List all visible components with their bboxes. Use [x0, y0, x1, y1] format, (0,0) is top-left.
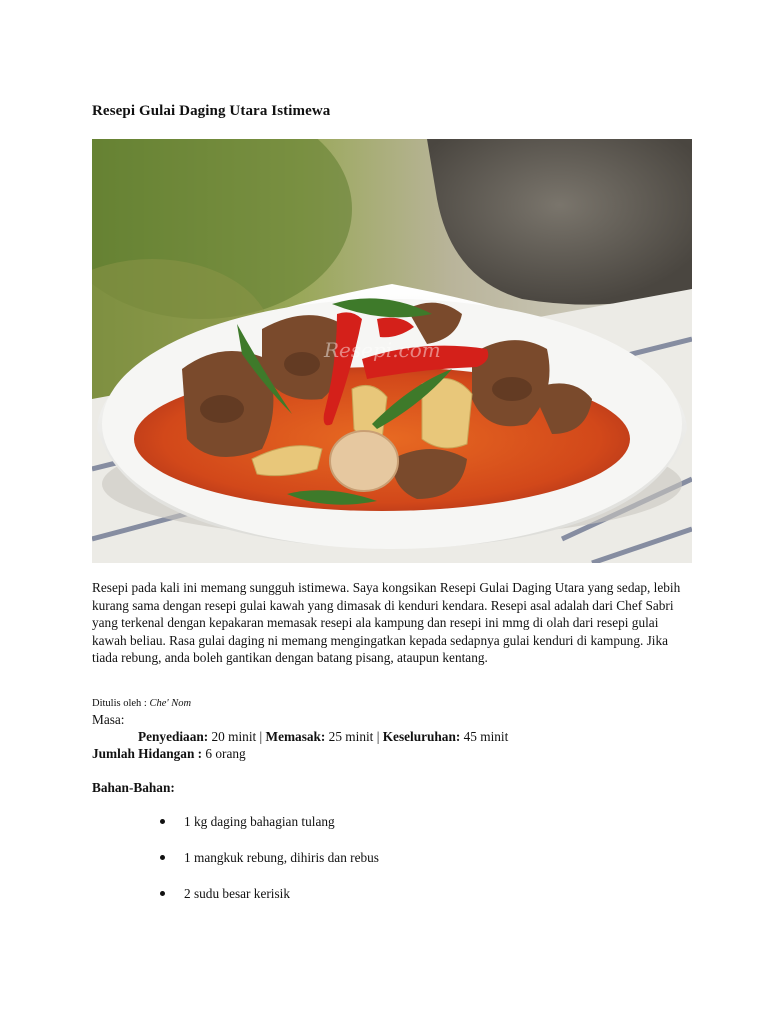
byline-label: Ditulis oleh :	[92, 698, 147, 709]
servings-value: 6 orang	[202, 746, 246, 761]
ingredient-item	[160, 850, 379, 866]
total-label: Keseluruhan:	[382, 729, 461, 744]
ingredient-text: 1 kg daging bahagian tulang	[184, 814, 335, 829]
masa-label: Masa:	[92, 712, 125, 727]
ingredient-item	[160, 886, 290, 902]
curry-dish-illustration	[92, 139, 692, 563]
photo-watermark: Resepi.com	[324, 338, 441, 362]
bullet-icon	[160, 891, 165, 896]
cook-value: 25 minit |	[325, 729, 383, 744]
ingredient-text: 2 sudu besar kerisik	[184, 886, 290, 901]
byline-author: Che' Nom	[149, 698, 192, 709]
cook-label: Memasak:	[265, 729, 326, 744]
prep-label: Penyediaan:	[138, 729, 209, 744]
recipe-photo	[92, 139, 692, 563]
intro-paragraph: Resepi pada kali ini memang sungguh istimewa. Saya kongsikan Resepi Gulai Daging Utara yang sedap, lebih kurang sama dengan resepi gulai kawah yang dimasak di kenduri kendara. Resepi asal adalah dari Chef Sabri yang terkenal dengan kepakaran memasak resepi ala kampung dan resepi ini mmg di olah dari resepi gulai kawah beliau. Rasa gulai daging ni memang mengingatkan kepada sedapnya gulai kenduri di kampung. Jika tiada rebung, anda boleh gantikan dengan batang pisang, ataupun kentang.	[92, 580, 681, 665]
recipe-title: Resepi Gulai Daging Utara Istimewa	[92, 103, 331, 119]
bullet-icon	[160, 819, 165, 824]
time-summary	[138, 729, 508, 745]
bullet-icon	[160, 855, 165, 860]
servings-label: Jumlah Hidangan :	[92, 746, 203, 761]
ingredient-item	[160, 814, 335, 830]
total-value: 45 minit	[460, 729, 509, 744]
ingredient-text: 1 mangkuk rebung, dihiris dan rebus	[184, 850, 379, 865]
servings-line	[92, 746, 246, 762]
prep-value: 20 minit |	[208, 729, 266, 744]
byline	[92, 698, 191, 709]
ingredients-heading: Bahan-Bahan:	[92, 780, 175, 795]
